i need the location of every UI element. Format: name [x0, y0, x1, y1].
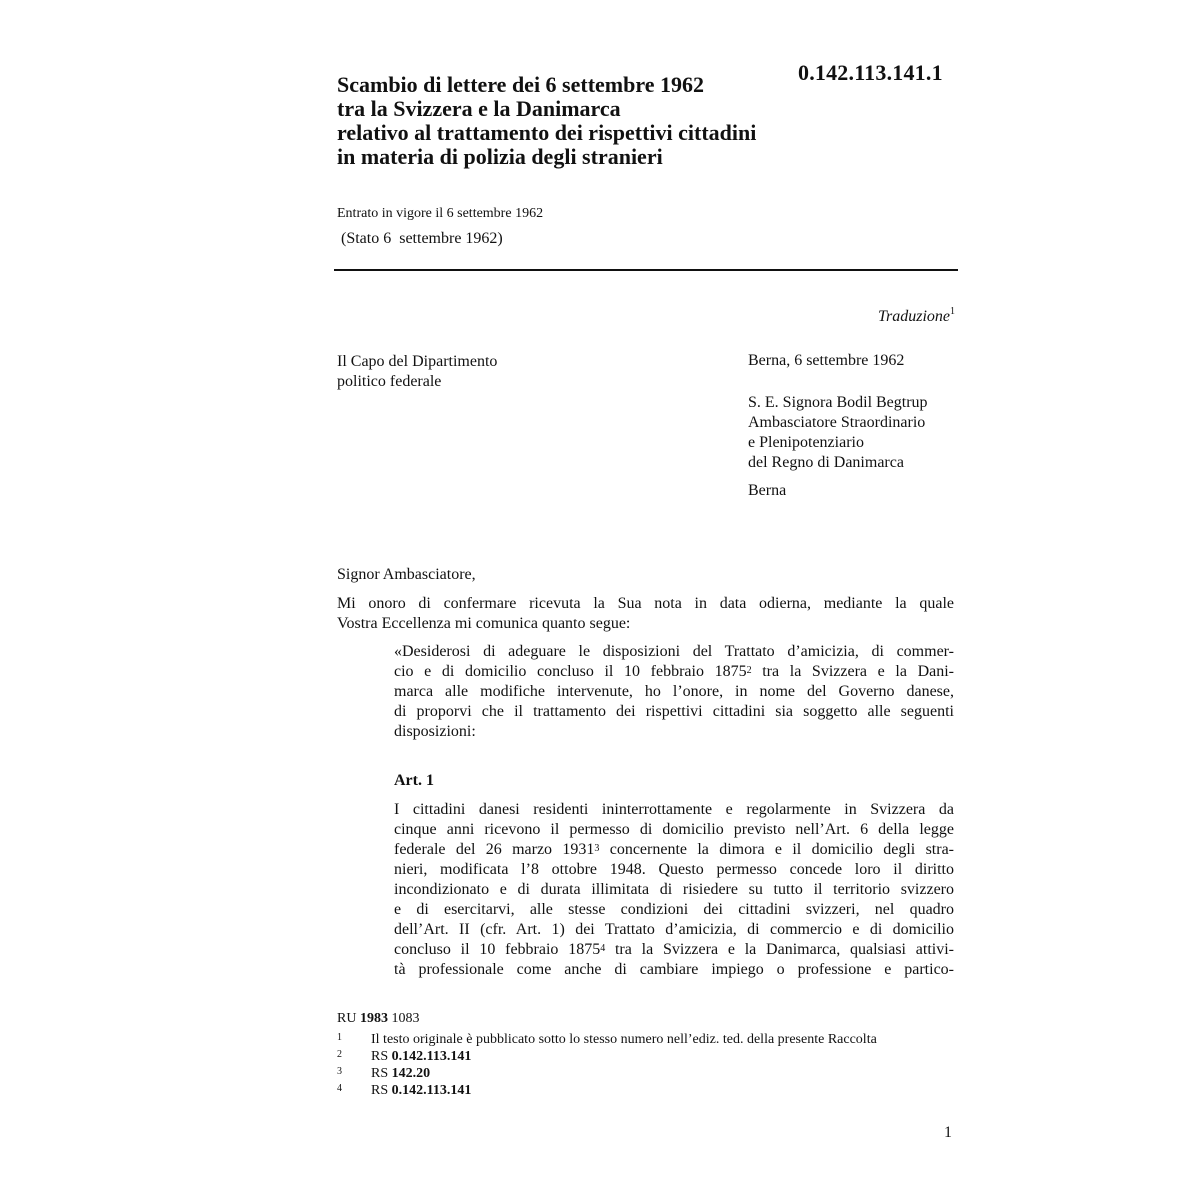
text-line: cio e di domicilio concluso il 10 febbraio 1875$^2$ tra la Svizzera e la Dani-: [394, 663, 954, 680]
text-line: dell’Art. II (cfr. Art. 1) dei Trattato d’amicizia, di commercio e di domicilio: [394, 921, 954, 938]
header-divider: [334, 269, 958, 271]
text-line: I cittadini danesi residenti ininterrottamente e regolarmente in Svizzera da: [394, 801, 954, 818]
quoted-note: [394, 642, 954, 742]
addressee-line: e Plenipotenziario: [748, 434, 864, 451]
page-number: 1: [944, 1124, 952, 1141]
text-line: «Desiderosi di adeguare le disposizioni del Trattato d’amicizia, di commer-: [394, 643, 954, 660]
sender-line: Il Capo del Dipartimento: [337, 353, 498, 370]
document-number: 0.142.113.141.1: [798, 60, 943, 85]
addressee-line: del Regno di Danimarca: [748, 454, 904, 471]
addressee-city: Berna: [748, 482, 787, 499]
footnote-text: Il testo originale è pubblicato sotto lo stesso numero nell’ediz. ted. della presente Raccolta: [371, 1032, 877, 1047]
footnote-ref-2[interactable]: 2: [746, 665, 752, 676]
sender-block: [337, 352, 497, 392]
text-line: di proporvi che il trattamento dei rispettivi cittadini sia soggetto alle seguenti: [394, 703, 954, 720]
title-line: tra la Svizzera e la Danimarca: [337, 96, 621, 121]
entry-into-force: Entrato in vigore il 6 settembre 1962: [337, 206, 544, 221]
text-line: tà professionale come anche di cambiare impiego o professione e partico-: [394, 961, 954, 978]
footnote-link[interactable]: 142.20: [391, 1066, 431, 1081]
text-line: concluso il 10 febbraio 1875$^4$ tra la Svizzera e la Danimarca, qualsiasi attivi-: [394, 941, 954, 958]
text-line: marca alle modifiche intervenute, ho l’onore, in nome del Governo danese,: [394, 683, 954, 700]
footnote-item: [337, 1031, 957, 1048]
title-line: Scambio di lettere dei 6 settembre 1962: [337, 72, 704, 97]
footnote-link[interactable]: 0.142.113.141: [391, 1083, 472, 1098]
footnote-number: 1: [337, 1032, 342, 1043]
footnote-item: 4 RS 0.142.113.141: [337, 1082, 957, 1099]
text-line: cinque anni ricevono il permesso di domicilio previsto nell’Art. 6 della legge: [394, 821, 954, 838]
translation-label: Traduzione: [877, 308, 950, 325]
place-date: Berna, 6 settembre 1962: [748, 352, 905, 369]
text-line: Vostra Eccellenza mi comunica quanto segue:: [337, 615, 631, 632]
title-line: in materia di polizia degli stranieri: [337, 144, 663, 169]
sender-line: politico federale: [337, 373, 442, 390]
footnotes: [337, 1031, 957, 1099]
footnote-number: 4: [337, 1083, 342, 1094]
footnote-link[interactable]: 0.142.113.141: [391, 1049, 472, 1064]
footnote-ref-3[interactable]: 3: [594, 843, 600, 854]
intro-paragraph: [337, 594, 954, 634]
text-line: e di esercitarvi, alle stesse condizioni dei cittadini svizzeri, nel quadro: [394, 901, 954, 918]
text-line: federale del 26 marzo 1931$^3$ concernente la dimora e il domicilio degli stra-: [394, 841, 954, 858]
footnote-number: 3: [337, 1066, 342, 1077]
text-line: Mi onoro di confermare ricevuta la Sua nota in data odierna, mediante la quale: [337, 595, 954, 612]
status-date: (Stato 6 settembre 1962): [341, 230, 503, 247]
official-collection-ref: RU 1983 1083: [337, 1011, 420, 1026]
addressee-line: Ambasciatore Straordinario: [748, 414, 926, 431]
salutation: Signor Ambasciatore,: [337, 566, 476, 583]
footnote-item: 3 RS 142.20: [337, 1065, 957, 1082]
footnote-ref-1[interactable]: 1: [950, 306, 955, 317]
footnote-number: 2: [337, 1049, 342, 1060]
footnote-ref-4[interactable]: 4: [600, 943, 606, 954]
footnote-item: 2 RS 0.142.113.141: [337, 1048, 957, 1065]
text-line: nieri, modificata l’8 ottobre 1948. Questo permesso concede loro il diritto: [394, 861, 954, 878]
translation-note: [800, 308, 955, 326]
document-title: [337, 73, 797, 169]
addressee-line: S. E. Signora Bodil Begtrup: [748, 394, 928, 411]
title-line: relativo al trattamento dei rispettivi cittadini: [337, 120, 757, 145]
text-line: disposizioni:: [394, 723, 476, 740]
article-heading: Art. 1: [394, 772, 434, 789]
article-1-body: [394, 800, 954, 980]
text-line: incondizionato e di durata illimitata di risiedere su tutto il territorio svizzero: [394, 881, 954, 898]
addressee-block: [748, 393, 928, 473]
